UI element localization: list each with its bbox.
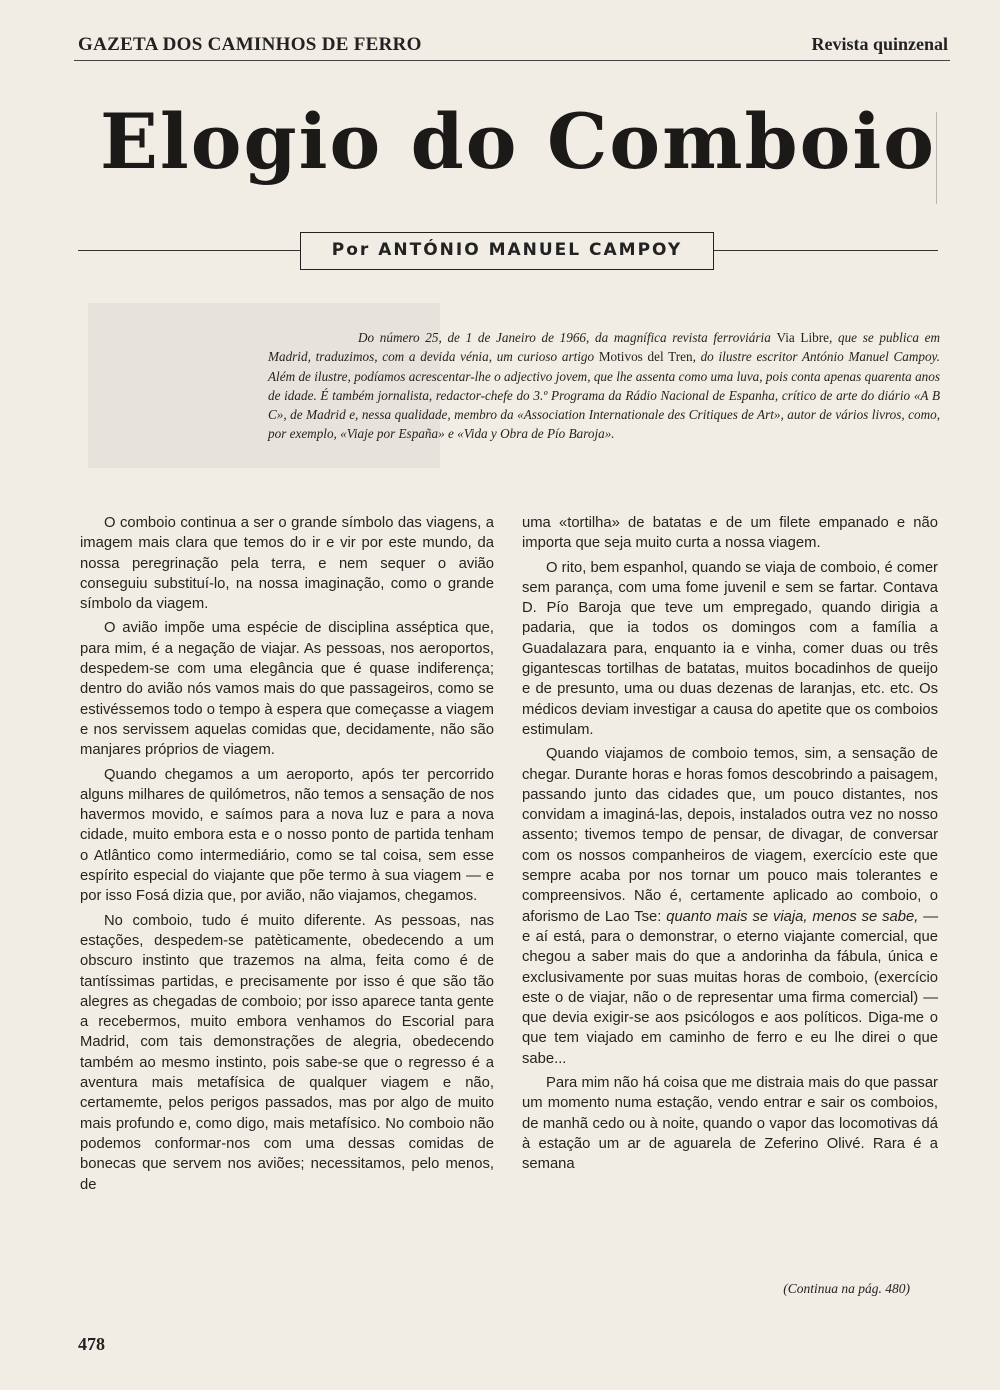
intro-article-name: Motivos del Tren <box>598 349 693 365</box>
aphorism-quote: quanto mais se viaja, menos se sabe, <box>666 908 919 925</box>
left-column <box>80 513 494 1199</box>
article-title: Elogio do Comboio <box>100 97 936 186</box>
intro-text: , do ilustre escritor António Manuel Campoy. Além de ilustre, podíamos acrescentar-lhe o adjectivo jovem, que lhe assenta como uma luva, pois conta apenas quarenta anos de idade. É também jornalista, redactor-chefe do 3.º Programa da Rádio Nacional de Espanha, crítico de arte do diário «A B C», de Madrid e, nessa qualidade, membro da «Association Internationale des Critiques de Art», autor de vários livros, como, por exemplo, «Viaje por España» e «Vida y Obra de Pío Baroja». <box>268 349 940 442</box>
right-column <box>522 513 938 1179</box>
byline-rule-left <box>78 250 300 251</box>
article-intro <box>268 328 940 444</box>
intro-text: Do número 25, de 1 de Janeiro de 1966, da magnífica revista ferroviária <box>358 330 777 345</box>
intro-text: , que se publica em Madrid, traduzimos, com a devida vénia, um curioso artigo <box>268 330 940 365</box>
intro-magazine-name: Via Libre <box>776 330 829 345</box>
header-rule <box>74 60 950 61</box>
publication-frequency: Revista quinzenal <box>811 34 948 54</box>
paragraph-text: Quando viajamos de comboio temos, sim, a sensação de chegar. Durante horas e horas fomos descobrindo a paisagem, passando junto das cidades que, um pouco distantes, nos convidam a imaginá-las, depois, instalados outra vez no nosso assento; tivemos tempo de pensar, de divagar, de conversar com os nossos companheiros de viagem, exercício este que sempre acaba por nos tornar um pouco mais tolerantes e compreensivos. Não é, certamente aplicado ao comboio, o aforismo de Lao Tse: <box>522 746 938 925</box>
paragraph: O rito, bem espanhol, quando se viaja de comboio, é comer sem parança, com uma fome juvenil e sem se fartar. Contava D. Pío Baroja que teve um empregado, quando dirigia a padaria, que ia todos os domingos com a família a Guadalazara para, enquanto ia e vinha, comer duas ou três gigantescas tortilhas de batatas, muitos bocadinhos de queijo e de presunto, uma ou duas dezenas de laranjas, etc. etc. Os médicos deviam investigar a causa do apetite que os comboios estimulam. <box>522 559 938 738</box>
intro-paragraph <box>268 328 940 444</box>
paragraph: O comboio continua a ser o grande símbolo das viagens, a imagem mais clara que temos do ir e vir por este mundo, da nossa peregrinação pela terra, e nem sequer o avião conseguiu substituí-lo, na nossa imaginação, como o grande símbolo da viagem. <box>80 515 494 613</box>
paragraph: Para mim não há coisa que me distraia mais do que passar um momento numa estação, vendo entrar e sair os comboios, de manhã cedo ou à noite, quando o vapor das locomotivas dá à estação um ar de aguarela de Zeferino Olivé. Rara é a semana <box>522 1075 938 1173</box>
paragraph: O avião impõe uma espécie de disciplina asséptica que, para mim, é a negação de viajar. As pessoas, nos aeroportos, despedem-se com uma elegância que é quase indiferença; dentro do avião nós vamos mais do que passageiros, como se estivéssemos todo o tempo à espera que começasse a viagem e nos servissem aquelas comidas que, decidamente, não são manjares próprios de viagem. <box>80 620 494 759</box>
publication-name: GAZETA DOS CAMINHOS DE FERRO <box>78 34 422 55</box>
paragraph: uma «tortilha» de batatas e de um filete empanado e não importa que seja muito curta a nossa viagem. <box>522 515 938 552</box>
byline-rule-right <box>714 250 938 251</box>
paragraph: No comboio, tudo é muito diferente. As pessoas, nas estações, despedem-se patèticamente, obedecendo a um obscuro instinto que trazemos na alma, feita como é de tantíssimas partidas, e precisamente por isso é que são tão alegres as chegadas de comboio; por isso aparece tanta gente a recebermos, muito embora venhamos do Escorial para Madrid, com tais demonstrações de alegria, obedecendo também ao mesmo instinto, pois sabe-se que o regresso é a aventura mais metafísica de qualquer viagem e não, certamemte, pelos perigos passados, mas por algo de muito mais profundo e, como digo, mais metafísico. No comboio não podemos conformar-nos com uma dessas comidas de bonecas que servem nos aviões; necessitamos, pelo menos, de <box>80 912 494 1193</box>
continuation-note: (Continua na pág. 480) <box>783 1281 910 1296</box>
paragraph: Quando chegamos a um aeroporto, após ter percorrido alguns milhares de quilómetros, não temos a sensação de nos havermos movido, e saímos para a nova luz e para a nova cidade, muito embora esta e o nosso ponto de partida tenham o Atlântico como intermediário, como se tal coisa, sem esse espírito especial do viajante que põe termo à sua viagem — e por isso Fosá dizia que, por avião, não viajamos, chegamos. <box>80 766 494 905</box>
paragraph-text: — e aí está, para o demonstrar, o eterno viajante comercial, que chegou a saber mais do que a andorinha da fábula, única e exclusivamente por suas muitas horas de comboio, (exercício este o de viajar, não o de representar uma firma comercial) — que devia exigir-se aos psicólogos e aos políticos. Diga-me o que tem viajado em caminho de ferro e eu lhe direi o que sabe... <box>522 908 938 1067</box>
paragraph <box>522 744 938 1069</box>
article-byline: Por ANTÓNIO MANUEL CAMPOY <box>300 232 714 270</box>
page-number: 478 <box>78 1334 105 1354</box>
